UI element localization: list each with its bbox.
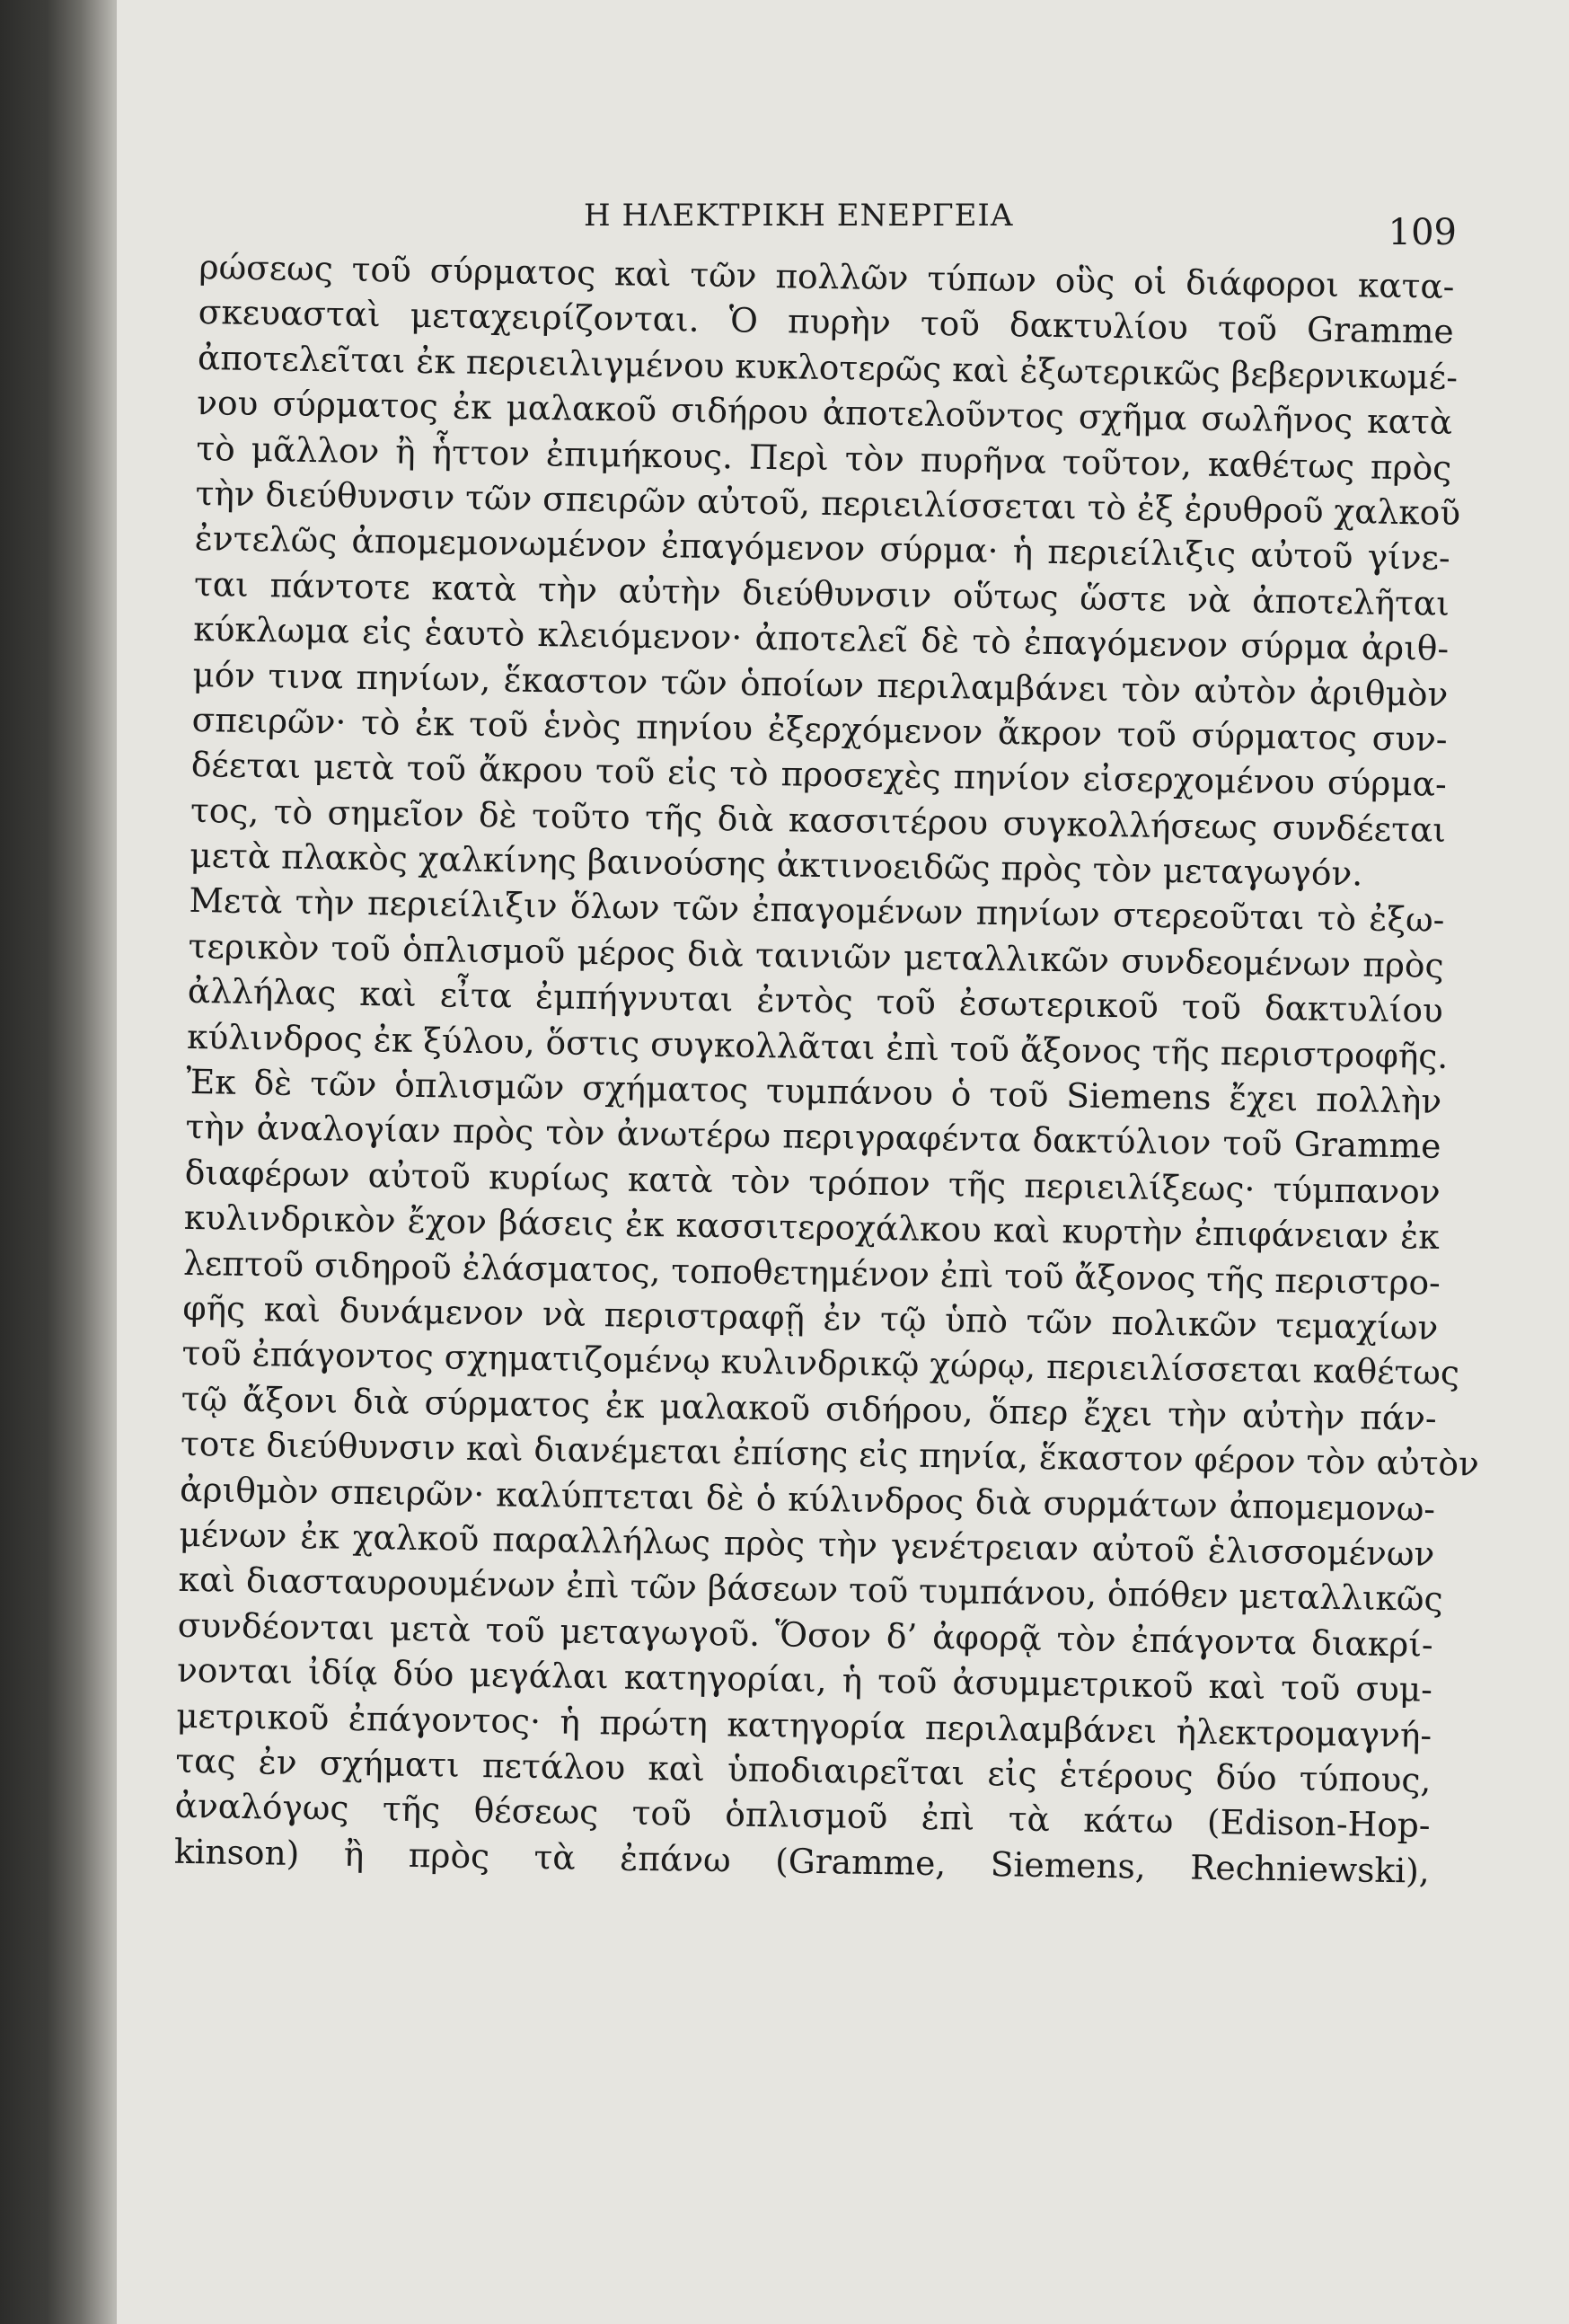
book-binding-shadow — [0, 0, 135, 2324]
text-line: ρώσεως τοῦ σύρματος καὶ τῶν πολλῶν τύπων οὓς οἱ διάφοροι κατα- — [198, 246, 1455, 306]
text-line: μένων ἐκ χαλκοῦ παραλλήλως πρὸς τὴν γενέτρειαν αὐτοῦ ἑλισσομένων — [179, 1514, 1435, 1574]
text-line: σκευασταὶ μεταχειρίζονται. Ὁ πυρὴν τοῦ δακτυλίου τοῦ Gramme — [198, 292, 1454, 352]
text-line: ἀριθμὸν σπειρῶν· καλύπτεται δὲ ὁ κύλινδρος διὰ συρμάτων ἀπομεμονω- — [179, 1469, 1436, 1529]
text-line: συνδέονται μετὰ τοῦ μεταγωγοῦ. Ὅσον δ’ ἀφορᾷ τὸν ἐπάγοντα διακρί- — [177, 1604, 1434, 1665]
text-line: δέεται μετὰ τοῦ ἄκρου τοῦ εἰς τὸ προσεχὲς πηνίον εἰσερχομένου σύρμα- — [190, 745, 1448, 805]
text-line: ται πάντοτε κατὰ τὴν αὐτὴν διεύθυνσιν οὕτως ὥστε νὰ ἀποτελῆται — [193, 563, 1450, 623]
text-line: τος, τὸ σημεῖον δὲ τοῦτο τῆς διὰ κασσιτέρου συγκολλήσεως συνδέεται — [190, 790, 1447, 850]
text-line: τὴν ἀναλογίαν πρὸς τὸν ἀνωτέρω περιγραφέντα δακτύλιον τοῦ Gramme — [185, 1107, 1441, 1167]
text-line: νου σύρματος ἐκ μαλακοῦ σιδήρου ἀποτελοῦντος σχῆμα σωλῆνος κατὰ — [196, 383, 1453, 443]
text-line: ἐντελῶς ἀπομεμονωμένον ἐπαγόμενον σύρμα· ἡ περιείλιξις αὐτοῦ γίνε- — [194, 518, 1451, 579]
text-line: σπειρῶν· τὸ ἐκ τοῦ ἑνὸς πηνίου ἐξερχόμενον ἄκρον τοῦ σύρματος συν- — [191, 699, 1448, 759]
text-line: ἀλλήλας καὶ εἶτα ἐμπήγνυται ἐντὸς τοῦ ἐσωτερικοῦ τοῦ δακτυλίου — [187, 971, 1444, 1031]
running-title: Η ΗΛΕΚΤΡΙΚΗ ΕΝΕΡΓΕΙΑ — [584, 198, 1014, 234]
text-line: τὴν διεύθυνσιν τῶν σπειρῶν αὐτοῦ, περιειλίσσεται τὸ ἐξ ἐρυθροῦ χαλκοῦ — [195, 473, 1461, 534]
text-line: Μετὰ τὴν περιείλιξιν ὅλων τῶν ἐπαγομένων πηνίων στερεοῦται τὸ ἐξω- — [189, 880, 1445, 941]
text-line: κύλινδρος ἐκ ξύλου, ὅστις συγκολλᾶται ἐπὶ τοῦ ἄξονος τῆς περιστροφῆς. — [186, 1016, 1449, 1076]
text-line: τὸ μᾶλλον ἢ ἧττον ἐπιμήκους. Περὶ τὸν πυρῆνα τοῦτον, καθέτως πρὸς — [196, 428, 1452, 488]
text-line: κυλινδρικὸν ἔχον βάσεις ἐκ κασσιτεροχάλκου καὶ κυρτὴν ἐπιφάνειαν ἐκ — [183, 1197, 1441, 1258]
text-line: Ἐκ δὲ τῶν ὁπλισμῶν σχήματος τυμπάνου ὁ τοῦ Siemens ἔχει πολλὴν — [186, 1061, 1442, 1121]
text-line: λεπτοῦ σιδηροῦ ἐλάσματος, τοποθετημένον ἐπὶ τοῦ ἄξονος τῆς περιστρο- — [182, 1242, 1441, 1303]
text-line: διαφέρων αὐτοῦ κυρίως κατὰ τὸν τρόπον τῆς περιειλίξεως· τύμπανον — [184, 1152, 1441, 1212]
text-line: μετὰ πλακὸς χαλκίνης βαινούσης ἀκτινοειδῶς πρὸς τὸν μεταγωγόν. — [189, 835, 1363, 894]
text-line: τῷ ἄξονι διὰ σύρματος ἐκ μαλακοῦ σιδήρου, ὅπερ ἔχει τὴν αὐτὴν πάν- — [181, 1378, 1437, 1438]
text-line: ἀναλόγως τῆς θέσεως τοῦ ὁπλισμοῦ ἐπὶ τὰ κάτω (Edison-Hop- — [174, 1786, 1431, 1846]
text-line: τοτε διεύθυνσιν καὶ διανέμεται ἐπίσης εἰς πηνία, ἕκαστον φέρον τὸν αὐτὸν — [180, 1423, 1480, 1484]
body-text — [173, 244, 1480, 1894]
text-line: kinson) ἢ πρὸς τὰ ἐπάνω (Gramme, Siemens, Rechniewski), — [173, 1831, 1431, 1891]
text-line: καὶ διασταυρουμένων ἐπὶ τῶν βάσεων τοῦ τυμπάνου, ὁπόθεν μεταλλικῶς — [178, 1560, 1443, 1620]
text-line: τερικὸν τοῦ ὁπλισμοῦ μέρος διὰ ταινιῶν μεταλλικῶν συνδεομένων πρὸς — [188, 925, 1444, 985]
text-line: τοῦ ἐπάγοντος σχηματιζομένῳ κυλινδρικῷ χώρῳ, περιειλίσσεται καθέτως — [181, 1333, 1460, 1393]
text-line: μετρικοῦ ἐπάγοντος· ἡ πρώτη κατηγορία περιλαμβάνει ἠλεκτρομαγνή- — [175, 1695, 1432, 1755]
text-line: ἀποτελεῖται ἐκ περιειλιγμένου κυκλοτερῶς καὶ ἐξωτερικῶς βεβερνικωμέ- — [197, 337, 1459, 397]
text-line: τας ἐν σχήματι πετάλου καὶ ὑποδιαιρεῖται εἰς ἑτέρους δύο τύπους, — [175, 1740, 1432, 1800]
text-line: νονται ἰδίᾳ δύο μεγάλαι κατηγορίαι, ἡ τοῦ ἀσυμμετρικοῦ καὶ τοῦ συμ- — [176, 1649, 1433, 1710]
page-number: 109 — [1388, 212, 1457, 253]
text-line: κύκλωμα εἰς ἑαυτὸ κλειόμενον· ἀποτελεῖ δὲ τὸ ἐπαγόμενον σύρμα ἀριθ- — [192, 609, 1450, 669]
text-line: φῆς καὶ δυνάμενον νὰ περιστραφῇ ἐν τῷ ὑπὸ τῶν πολικῶν τεμαχίων — [182, 1287, 1439, 1348]
book-page — [117, 0, 1569, 2324]
text-line: μόν τινα πηνίων, ἕκαστον τῶν ὁποίων περιλαμβάνει τὸν αὐτὸν ἀριθμὸν — [192, 654, 1449, 714]
